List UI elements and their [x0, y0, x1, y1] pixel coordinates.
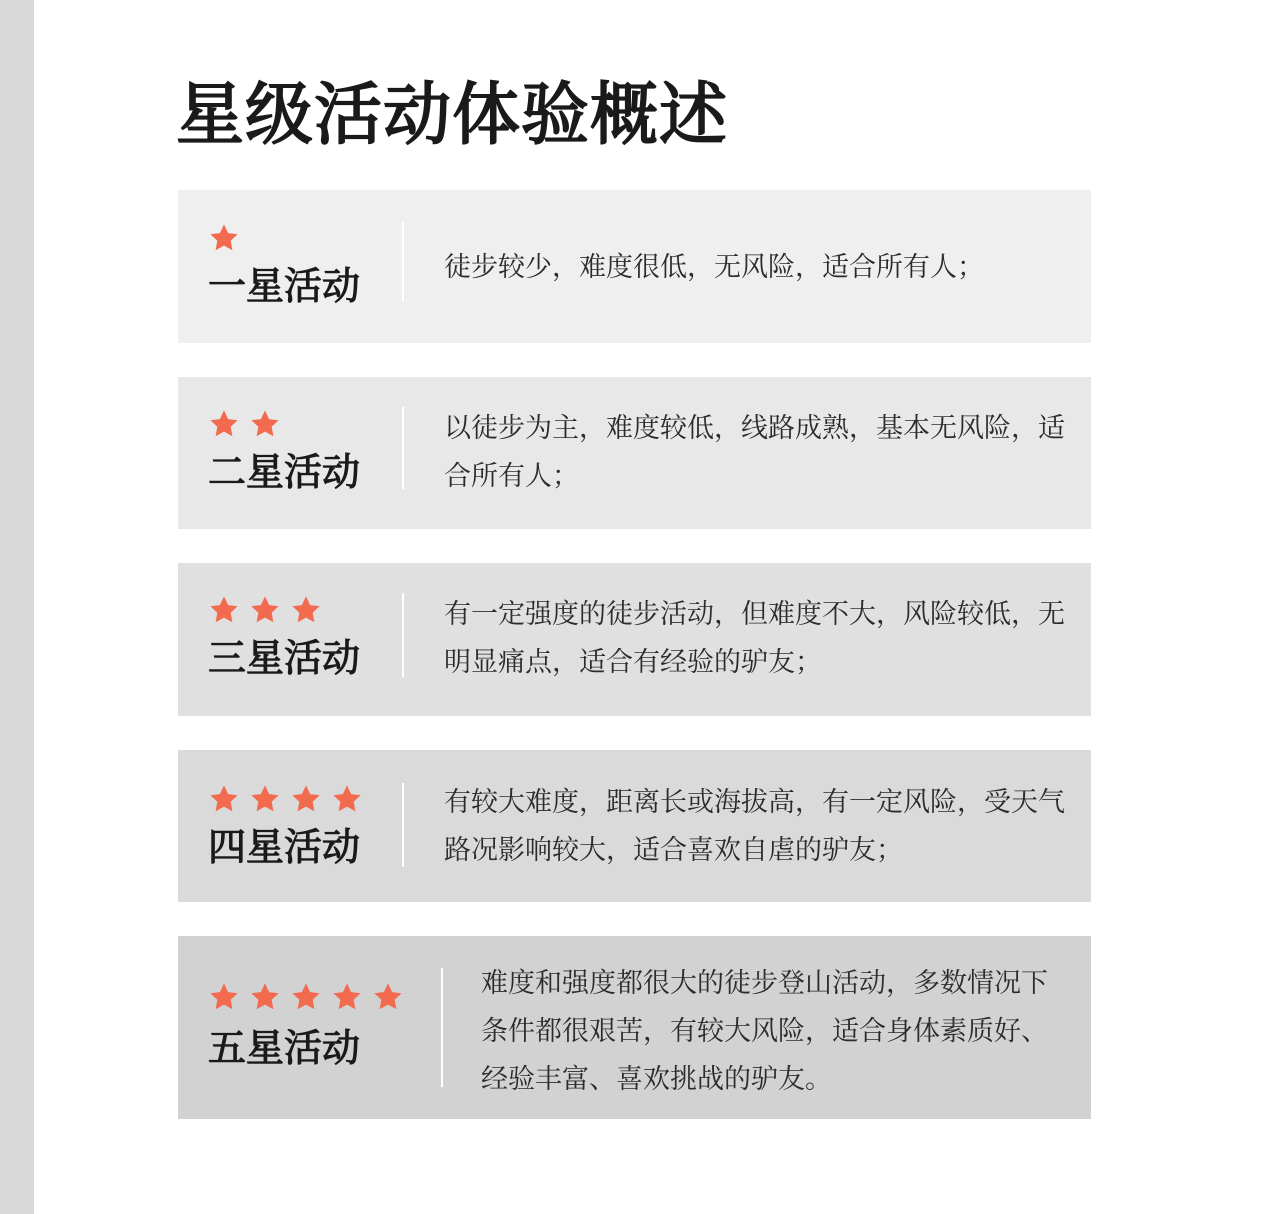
star-icon — [290, 783, 322, 815]
star-icon — [249, 783, 281, 815]
page-title: 星级活动体验概述 — [176, 76, 729, 155]
left-edge-bar — [0, 0, 34, 1214]
star-icon — [331, 981, 363, 1013]
star-rating — [208, 222, 240, 254]
star-icon — [249, 981, 281, 1013]
star-icon — [249, 594, 281, 626]
star-rating — [208, 594, 322, 626]
level-card-2 — [178, 377, 1091, 529]
level-card-1 — [178, 190, 1091, 343]
level-title: 四星活动 — [208, 825, 361, 869]
level-description: 以徒步为主，难度较低，线路成熟，基本无风险，适合所有人； — [444, 413, 1065, 492]
star-icon — [372, 981, 404, 1013]
level-card-3 — [178, 563, 1091, 716]
card-divider — [402, 407, 404, 489]
star-icon — [290, 981, 322, 1013]
level-description: 难度和强度都很大的徒步登山活动，多数情况下条件都很艰苦，有较大风险，适合身体素质好、经验丰富、喜欢挑战的驴友。 — [481, 968, 1048, 1095]
star-icon — [208, 594, 240, 626]
star-rating — [208, 981, 404, 1013]
star-icon — [208, 408, 240, 440]
star-rating — [208, 408, 281, 440]
level-description: 徒步较少，难度很低，无风险，适合所有人； — [444, 252, 984, 283]
card-divider — [402, 783, 404, 867]
level-card-4 — [178, 750, 1091, 902]
card-divider — [402, 593, 404, 677]
star-icon — [249, 408, 281, 440]
star-icon — [208, 783, 240, 815]
star-icon — [208, 981, 240, 1013]
star-icon — [290, 594, 322, 626]
card-divider — [402, 222, 404, 302]
star-icon — [331, 783, 363, 815]
level-title: 一星活动 — [208, 264, 361, 308]
level-card-5 — [178, 936, 1091, 1119]
card-divider — [441, 968, 443, 1087]
level-title: 三星活动 — [208, 636, 361, 680]
star-rating — [208, 783, 363, 815]
level-description: 有较大难度，距离长或海拔高，有一定风险，受天气路况影响较大，适合喜欢自虐的驴友； — [444, 787, 1065, 866]
level-title: 二星活动 — [208, 450, 361, 494]
level-title: 五星活动 — [208, 1026, 361, 1070]
star-icon — [208, 222, 240, 254]
level-description: 有一定强度的徒步活动，但难度不大，风险较低，无明显痛点，适合有经验的驴友； — [444, 599, 1065, 678]
